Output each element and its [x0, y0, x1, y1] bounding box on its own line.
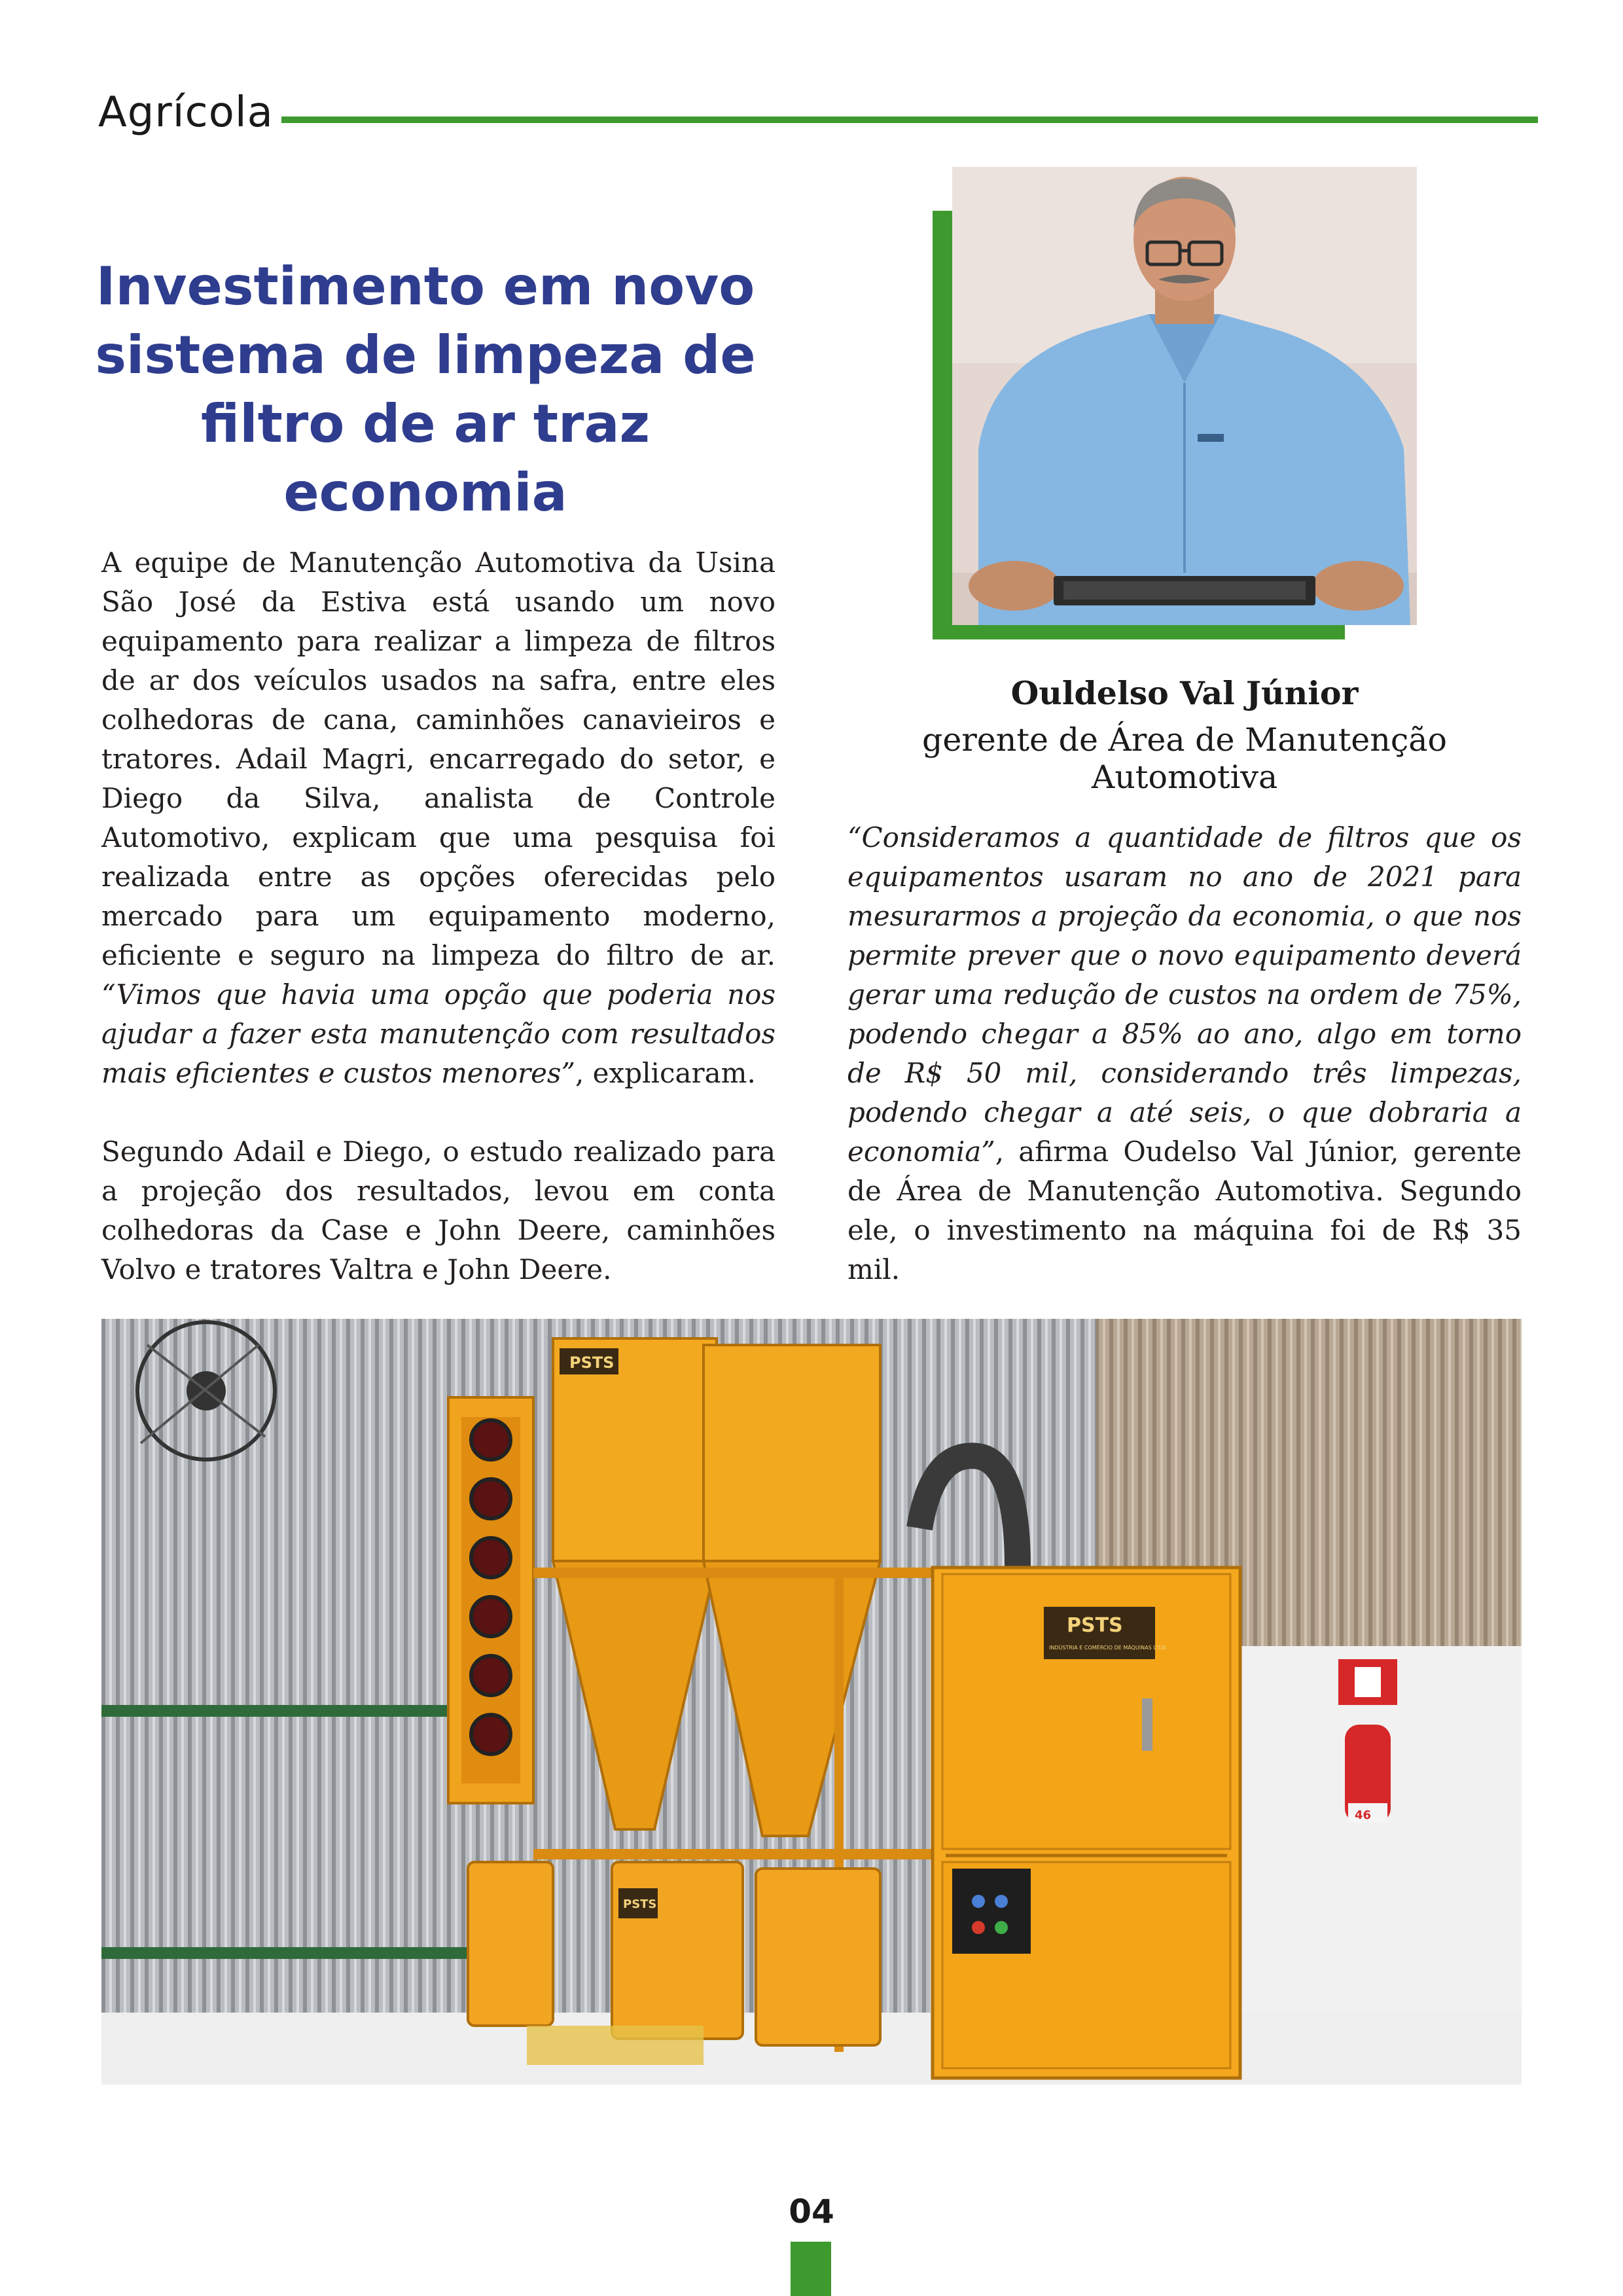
extinguisher-tag: 46 [1355, 1808, 1372, 1822]
control-panel [952, 1869, 1031, 1954]
body-paragraph: Segundo Adail e Diego, o estudo realizado para a projeção dos resultados, levou em conta colhedoras da Case e John Deere, caminhões Volvo e tratores Valtra e John Deere. [101, 1136, 776, 1285]
header-rule [281, 117, 1538, 123]
quote-text: “Vimos que havia uma opção que poderia nos ajudar a fazer esta manutenção com resultados mais eficientes e custos menores” [101, 978, 776, 1089]
section-label: Agrícola [98, 88, 274, 137]
left-column [101, 543, 776, 1289]
body-paragraph [847, 818, 1522, 1289]
cyclone-brand: PSTS [569, 1354, 615, 1372]
equipment-photo [101, 1319, 1522, 2085]
equipment-illustration [101, 1319, 1522, 2085]
quote-text: “Consideramos a quantidade de filtros que os equipamentos usaram no ano de 2021 para mesurarmos a projeção da economia, o que nos permite prever que o novo equipamento deverá gerar uma redução de custos na ordem de 75%, podendo chegar a 85% ao ano, algo em torno de R$ 50 mil, considerando três limpezas, podendo chegar a até seis, o que dobraria a economia” [847, 821, 1522, 1168]
title-line: Investimento em novo [96, 256, 755, 317]
title-line: filtro de ar traz economia [200, 393, 651, 523]
paragraph-text: , afirma Oudelso Val Júnior, gerente de Área de Manutenção Automotiva. Segundo ele, o investimento na máquina foi de R$ 35 mil. [847, 1136, 1522, 1285]
cabinet-subtitle: INDÚSTRIA E COMÉRCIO DE MÁQUINAS LTDA [1049, 1645, 1166, 1651]
portrait-illustration [952, 167, 1417, 625]
cabinet-brand: PSTS [1067, 1614, 1123, 1637]
paragraph-text: A equipe de Manutenção Automotiva da Usina São José da Estiva está usando um novo equipamento para realizar a limpeza de filtros de ar dos veículos usados na safra, entre eles colhedoras de cana, caminhões canavieiros e tratores. Adail Magri, encarregado do setor, e Diego da Silva, analista de Controle Automotivo, explicam que uma pesquisa foi realizada entre as opções oferecidas pelo mercado para um equipamento moderno, eficiente e seguro na limpeza do filtro de ar. [101, 547, 776, 971]
paragraph-text: , explicaram. [575, 1057, 756, 1089]
article-title [85, 252, 766, 527]
title-line: sistema de limpeza de [95, 325, 756, 386]
footer-accent-bar [791, 2242, 831, 2296]
portrait-photo [952, 167, 1417, 625]
page-number: 04 [789, 2193, 834, 2231]
caption-role: gerente de Área de Manutenção Automotiva [922, 721, 1447, 796]
body-paragraph [101, 543, 776, 1093]
drum-label: PSTS [623, 1897, 657, 1911]
right-column [847, 818, 1522, 1289]
caption-name: Ouldelso Val Júnior [1010, 674, 1359, 712]
